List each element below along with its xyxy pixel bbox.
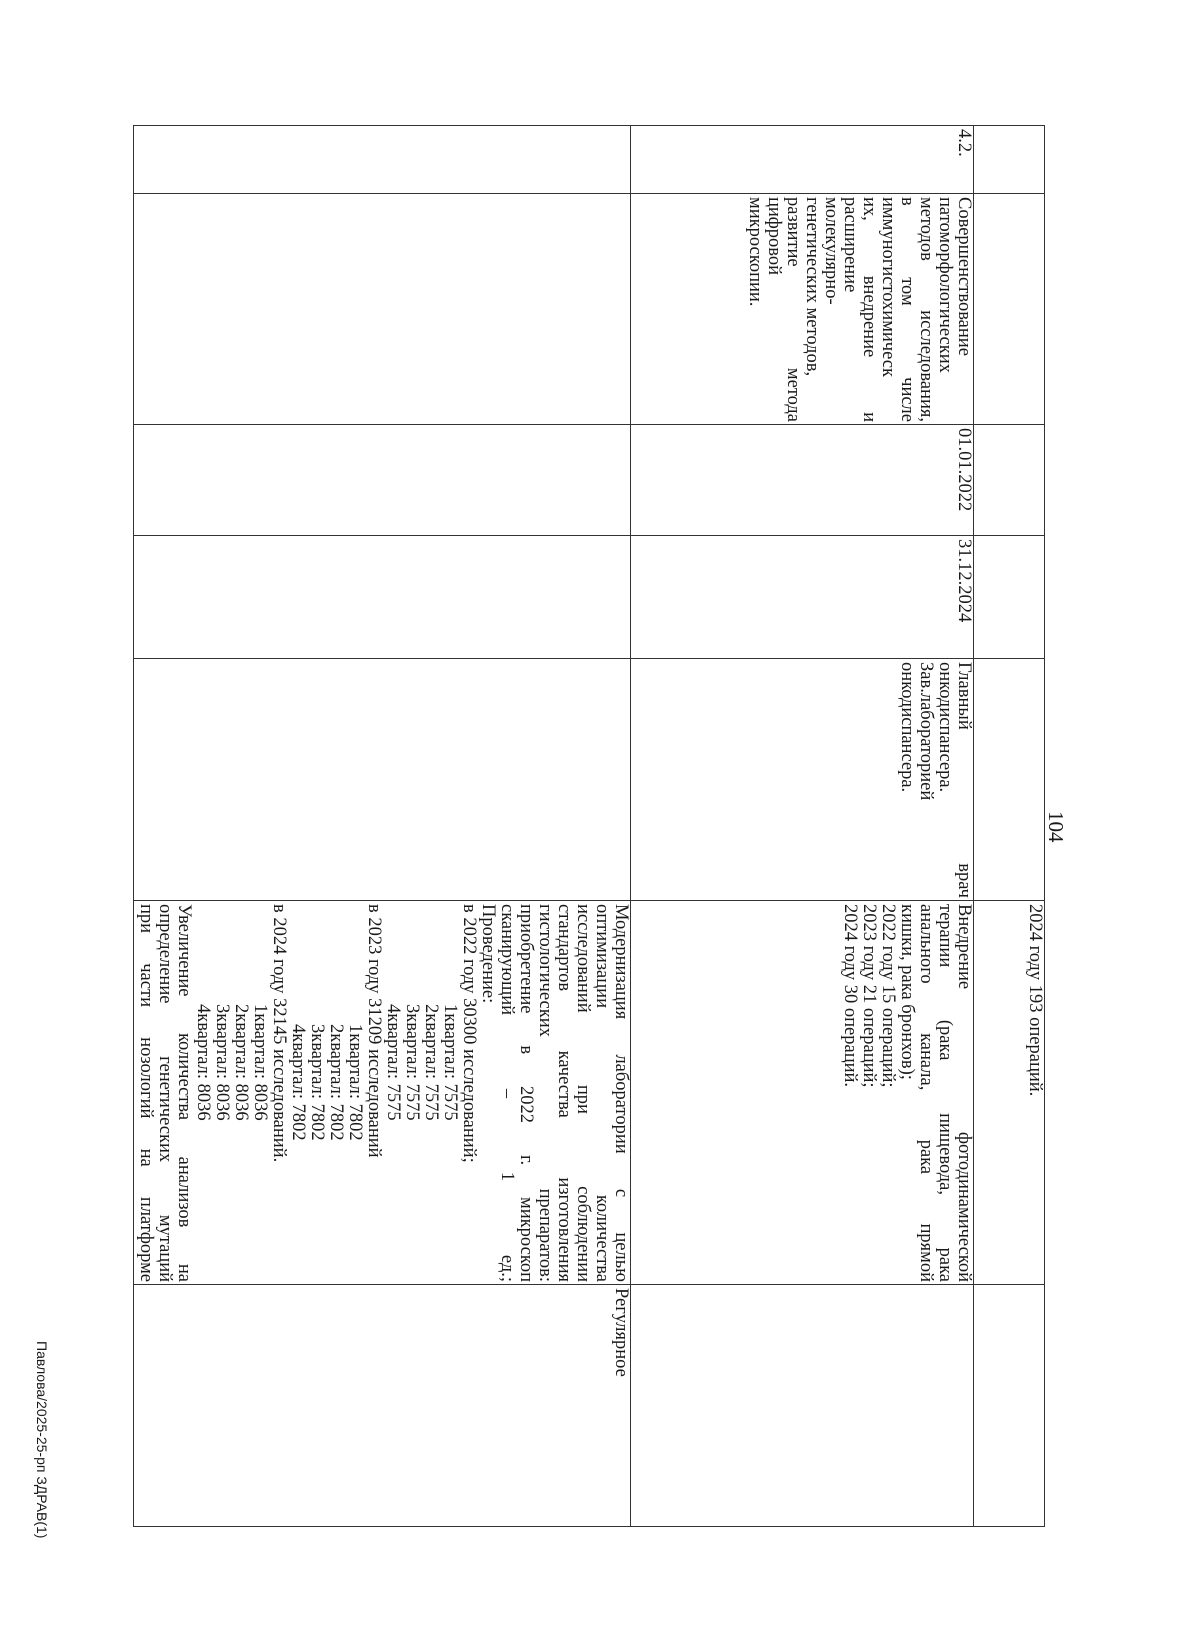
result-line: в 2023 году 31209 исследований	[364, 904, 384, 1158]
result-line: Проведение:	[478, 904, 498, 1004]
prev-result-line: 2023 году 21 операций;	[859, 904, 879, 1088]
result-line: 3квартал: 7802	[307, 1024, 327, 1141]
prev-result-continuation-cell	[631, 901, 974, 1285]
end-date-cell	[631, 536, 974, 659]
plan-table	[133, 125, 1045, 1527]
periodicity: Регулярное	[611, 1288, 631, 1377]
result-cell	[134, 901, 631, 1285]
result-line: 4квартал: 8036	[193, 1004, 213, 1121]
result-line: стандартов качества изготовления	[554, 904, 574, 1282]
responsible-cell	[631, 659, 974, 901]
measure-name-line: расширение	[840, 197, 860, 293]
measure-name-line: генетических методов,	[802, 197, 822, 377]
responsible-line: онкодиспансера.	[935, 662, 955, 793]
empty-cell	[134, 659, 631, 901]
page-number: 104	[1044, 811, 1068, 843]
measure-name-line: Совершенствование	[954, 197, 974, 356]
result-line: 1квартал: 8036	[250, 1004, 270, 1121]
start-date-cell	[631, 425, 974, 536]
result-line: гистологических препаратов:	[535, 904, 555, 1282]
result-line: 3квартал: 7575	[402, 1004, 422, 1121]
previous-row	[974, 126, 1045, 1527]
empty-cell	[134, 536, 631, 659]
measure-name-line: патоморфологических	[935, 197, 955, 373]
measure-name-line: микроскопии.	[745, 197, 765, 307]
prev-row-end-cell	[974, 536, 1045, 659]
result-line: 1квартал: 7802	[345, 1024, 365, 1141]
empty-cell	[134, 194, 631, 425]
measure-name-line: молекулярно-	[821, 197, 841, 305]
prev-result-line: кишки, рака бронхов);	[897, 904, 917, 1080]
responsible-line: онкодиспансера.	[897, 662, 917, 793]
prev-result-line: 2022 году 15 операций;	[878, 904, 898, 1088]
measure-name-line: развитие метода	[783, 197, 803, 422]
end-date: 31.12.2024	[954, 539, 974, 623]
prev-result-line: Внедрение фотодинамической	[954, 904, 974, 1282]
prev-result-line: 2024 году 30 операций.	[840, 904, 860, 1088]
prev-result-line: 2024 году 193 операций.	[1025, 904, 1045, 1097]
prev-row-number-cell	[974, 126, 1045, 194]
result-line: 4квартал: 7575	[383, 1004, 403, 1121]
prev-row-periodicity-cell	[974, 1285, 1045, 1527]
periodicity-cell-top	[631, 1285, 974, 1527]
row-number: 4.2.	[954, 129, 974, 157]
result-line: 2квартал: 7802	[326, 1024, 346, 1141]
result-line: исследований при соблюдении	[573, 904, 593, 1282]
result-line: Модернизация лаборатории с целью	[611, 904, 631, 1282]
measure-name-cell	[631, 194, 974, 425]
result-line: 3квартал: 8036	[212, 1004, 232, 1121]
result-line: 2квартал: 7575	[421, 1004, 441, 1121]
result-line: определение генетических мутаций	[155, 904, 175, 1282]
prev-result-line: анального канала, рака прямой	[916, 904, 936, 1282]
prev-row-responsible-cell	[974, 659, 1045, 901]
result-line: Увеличение количества анализов на	[174, 904, 194, 1282]
measure-name-line: методов исследования,	[916, 197, 936, 422]
result-line: в 2024 году 32145 исследований.	[269, 904, 289, 1163]
prev-row-start-cell	[974, 425, 1045, 536]
measure-name-line: их, внедрение и	[859, 197, 879, 422]
result-line: 4квартал: 7802	[288, 1024, 308, 1141]
responsible-line: Зав.лабораторией	[916, 662, 936, 801]
measure-name-line: цифровой	[764, 197, 784, 276]
prev-result-line: терапии (рака пищевода, рака	[935, 904, 955, 1282]
row-4-2-continued	[134, 126, 631, 1527]
row-number-cell	[631, 126, 974, 194]
result-line: 1квартал: 7575	[440, 1004, 460, 1121]
result-line: в 2022 году 30300 исследований;	[459, 904, 479, 1163]
document-footer-label: Павлова/2025-25-рп ЗДРАВ(1)	[34, 1341, 50, 1539]
row-4-2	[631, 126, 974, 1527]
prev-row-result-cell	[974, 901, 1045, 1285]
result-line: сканирующий – 1 ед.;	[497, 904, 517, 1282]
responsible-line: Главный врач	[954, 662, 974, 898]
result-line: оптимизации количества	[592, 904, 612, 1282]
empty-cell	[134, 126, 631, 194]
empty-cell	[134, 425, 631, 536]
start-date: 01.01.2022	[954, 428, 974, 512]
prev-row-name-cell	[974, 194, 1045, 425]
result-line: 2квартал: 8036	[231, 1004, 251, 1121]
measure-name-line: иммуногистохимическ	[878, 197, 898, 377]
result-line: при части нозологий на платформе	[136, 904, 156, 1282]
measure-name-line: в том числе	[897, 197, 917, 422]
result-line: приобретение в 2022 г. микроскоп	[516, 904, 536, 1282]
periodicity-cell	[134, 1285, 631, 1527]
